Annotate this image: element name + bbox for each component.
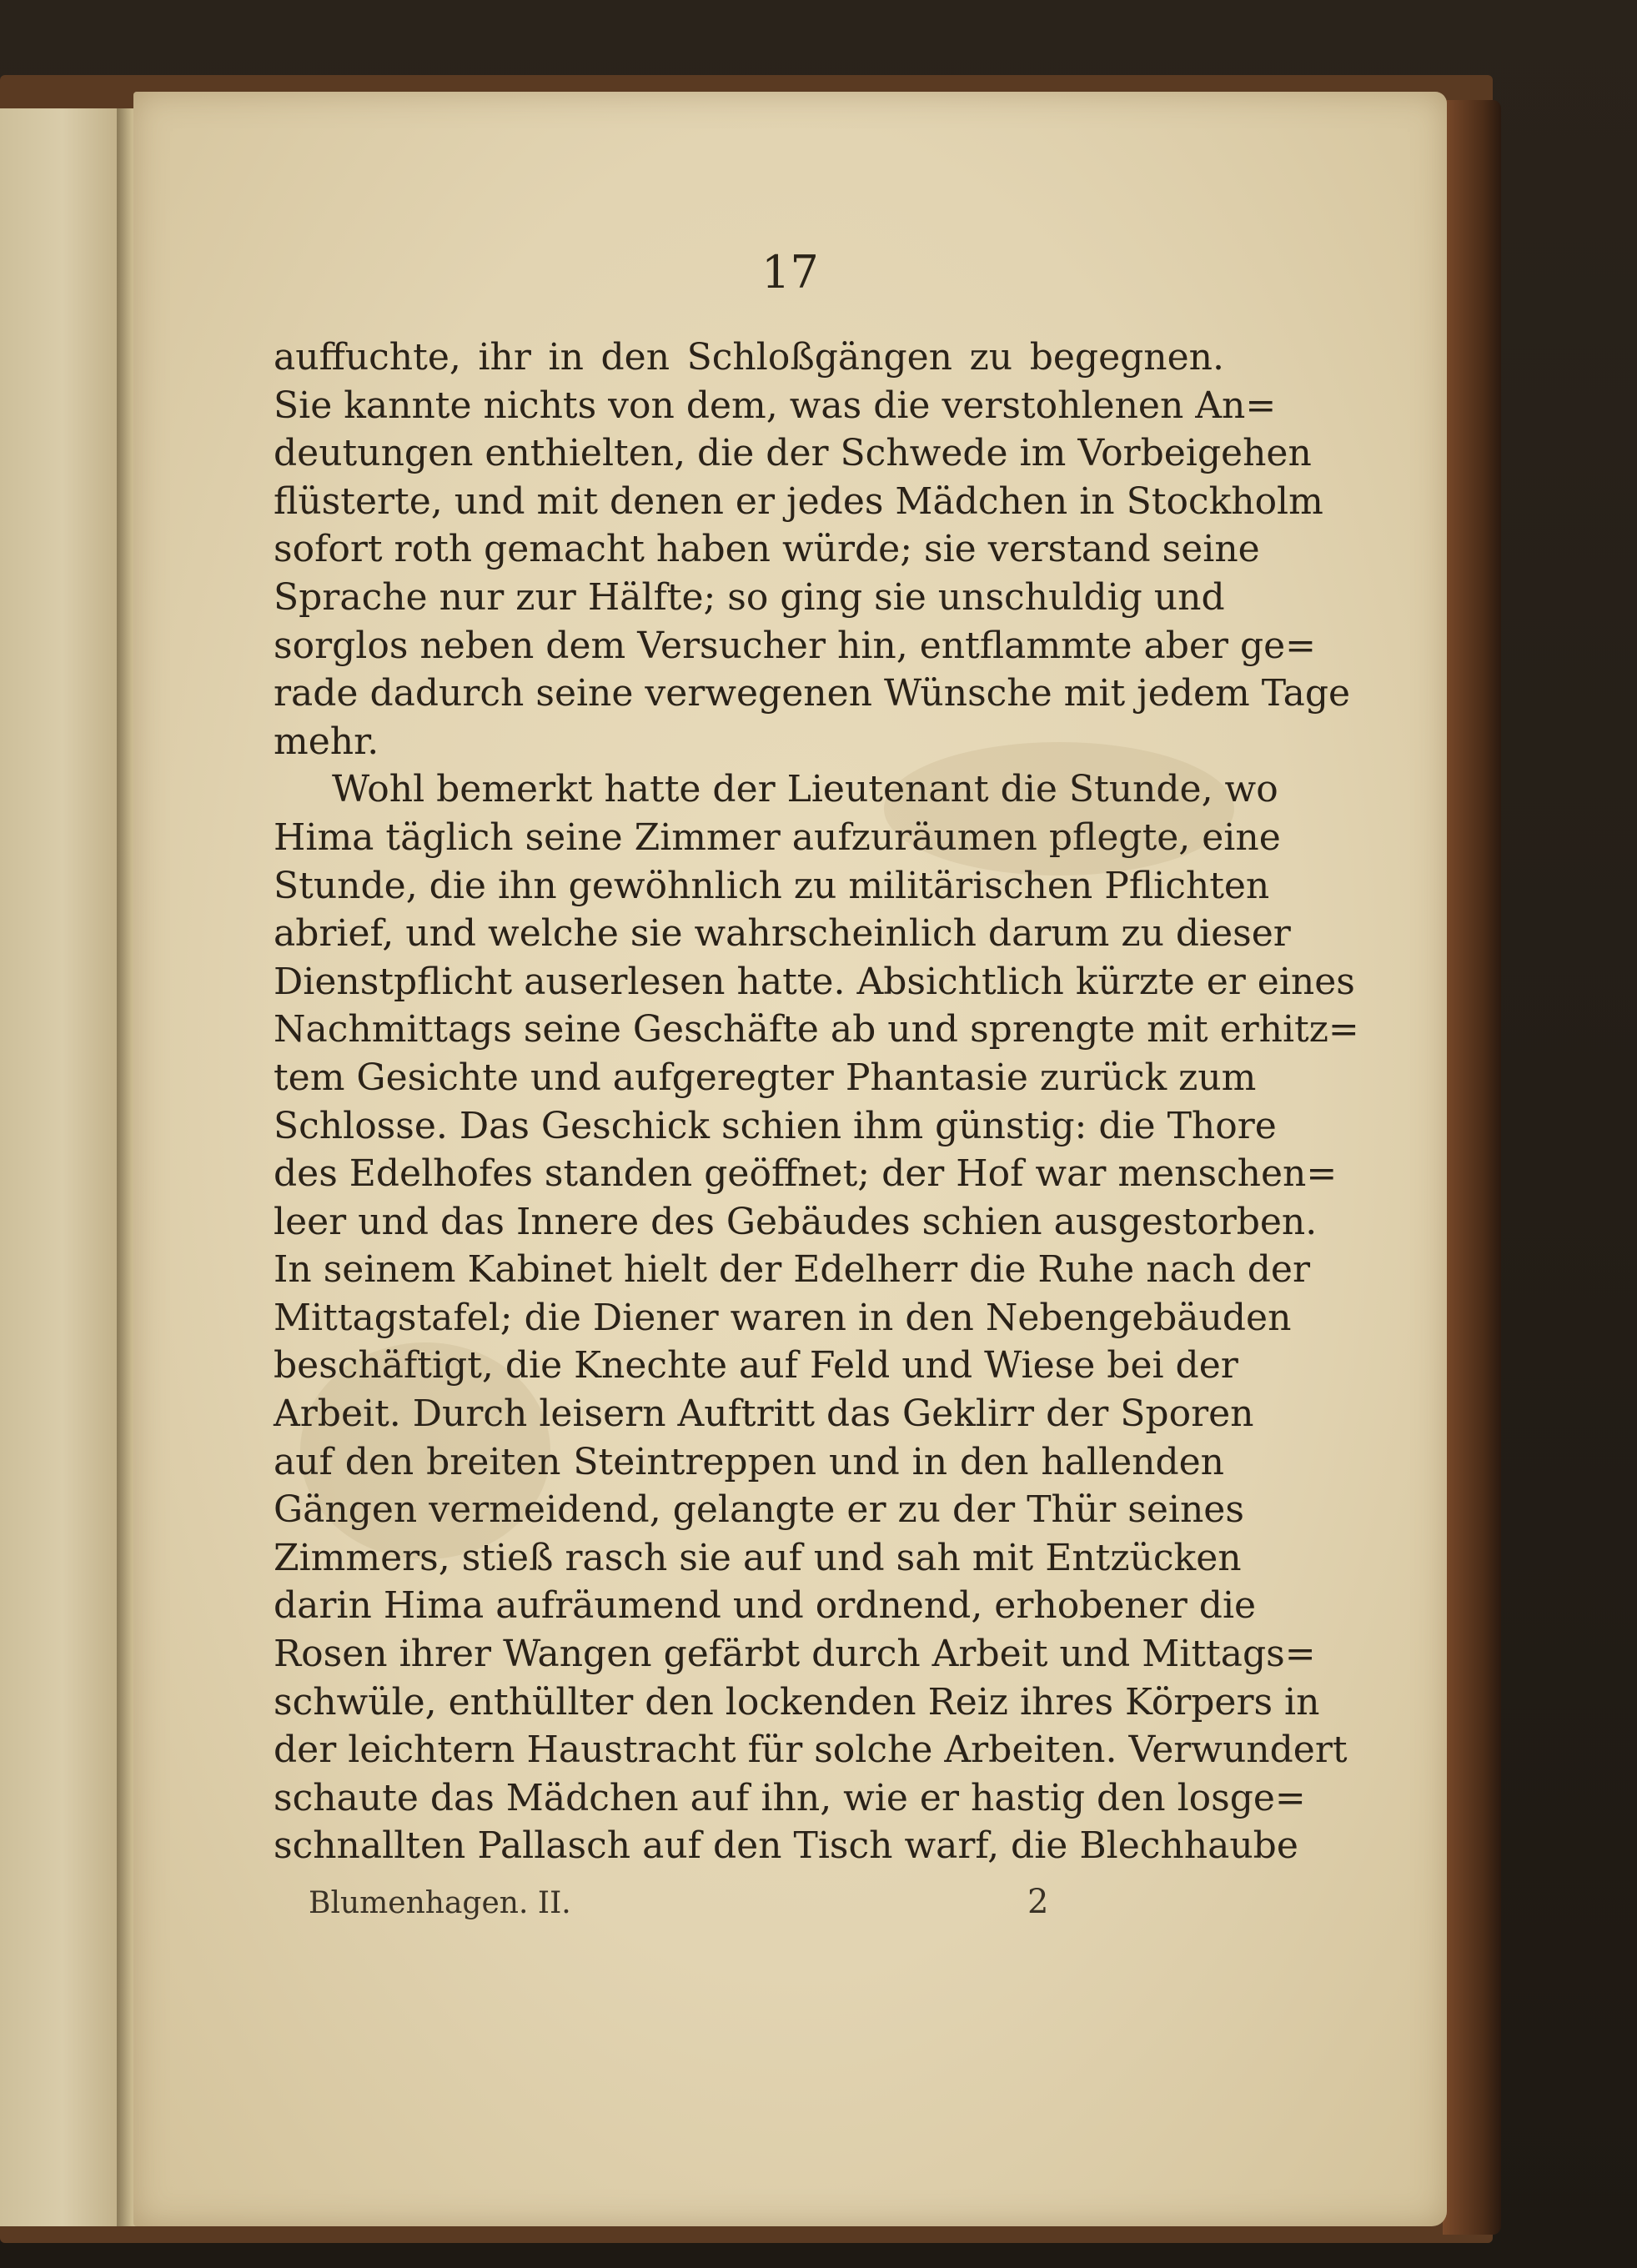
text-line: Sprache nur zur Hälfte; so ging sie unschuldig und <box>274 575 1225 619</box>
text-line: rade dadurch seine verwegenen Wünsche mit jedem Tage <box>274 672 1351 715</box>
text-line: mehr. <box>274 720 379 763</box>
footer-signature: Blumenhagen. II. <box>309 1886 571 1920</box>
text-line: Rosen ihrer Wangen gefärbt durch Arbeit und Mittags= <box>274 1633 1316 1676</box>
text-line: Zimmers, stieß rasch sie auf und sah mit Entzücken <box>274 1536 1242 1579</box>
text-line: beschäftigt, die Knechte auf Feld und Wiese bei der <box>274 1344 1238 1387</box>
text-line: Nachmittags seine Geschäfte ab und sprengte mit erhitz= <box>274 1008 1359 1051</box>
text-line: flüsterte, und mit denen er jedes Mädchen in Stockholm <box>274 479 1323 523</box>
page-body-text <box>274 334 1359 1870</box>
text-line: deutungen enthielten, die der Schwede im Vorbeigehen <box>274 432 1312 475</box>
text-line: abrief, und welche sie wahrscheinlich darum zu dieser <box>274 912 1291 956</box>
text-line: schaute das Mädchen auf ihn, wie er hastig den losge= <box>274 1776 1306 1819</box>
text-line: Schlosse. Das Geschick schien ihm günstig: die Thore <box>274 1104 1277 1147</box>
text-line: schnallten Pallasch auf den Tisch warf, die Blechhaube <box>274 1824 1298 1868</box>
text-line: sofort roth gemacht haben würde; sie verstand seine <box>274 528 1260 571</box>
page-number: 17 <box>761 246 819 299</box>
text-line: Arbeit. Durch leisern Auftritt das Geklirr der Sporen <box>274 1392 1254 1436</box>
text-line: Hima täglich seine Zimmer aufzuräumen pflegte, eine <box>274 815 1281 859</box>
footer-signature-mark: 2 <box>1027 1883 1049 1921</box>
text-line: leer und das Innere des Gebäudes schien ausgestorben. <box>274 1200 1318 1243</box>
text-line: sorglos neben dem Versucher hin, entflammte aber ge= <box>274 624 1317 667</box>
text-line: In seinem Kabinet hielt der Edelherr die Ruhe nach der <box>274 1248 1310 1292</box>
text-line: schwüle, enthüllter den lockenden Reiz ihres Körpers in <box>274 1680 1320 1724</box>
text-line: Dienstpflicht auserlesen hatte. Absichtlich kürzte er eines <box>274 960 1355 1003</box>
text-line: des Edelhofes standen geöffnet; der Hof war menschen= <box>274 1152 1338 1196</box>
text-line: Gängen vermeidend, gelangte er zu der Thür seines <box>274 1488 1244 1532</box>
book-cover-edge <box>1443 100 1501 2235</box>
text-line: darin Hima aufräumend und ordnend, erhobener die <box>274 1584 1257 1628</box>
text-line: tem Gesichte und aufgeregter Phantasie zurück zum <box>274 1056 1257 1099</box>
text-line: Sie kannte nichts von dem, was die verstohlenen An= <box>274 384 1277 427</box>
text-line: Mittagstafel; die Diener waren in den Nebengebäuden <box>274 1296 1292 1339</box>
text-line: auf den breiten Steintreppen und in den hallenden <box>274 1440 1224 1483</box>
left-page-edge <box>0 108 125 2226</box>
text-line: auffuchte, ihr in den Schloßgängen zu begegnen. <box>274 336 1224 379</box>
text-line: Stunde, die ihn gewöhnlich zu militärischen Pflichten <box>274 864 1270 907</box>
text-line: Wohl bemerkt hatte der Lieutenant die Stunde, wo <box>332 768 1278 811</box>
text-line: der leichtern Haustracht für solche Arbeiten. Verwundert <box>274 1729 1348 1772</box>
